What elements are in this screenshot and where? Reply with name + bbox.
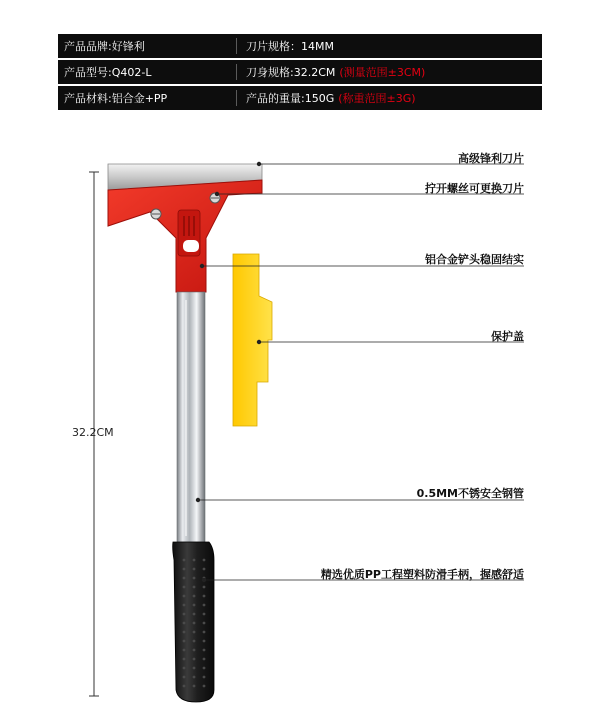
grip-dot [183,676,186,679]
callout-cover: 保护盖 [491,330,524,343]
grip-dot [193,676,196,679]
grip-dot [193,667,196,670]
spec-weight-note: (称重范围±3G) [338,92,416,105]
grip-dot [183,595,186,598]
grip-dot [183,667,186,670]
callout-anchor-dot [257,162,261,166]
grip-dot [193,568,196,571]
dimension-label: 32.2CM [72,426,114,439]
callout-blade: 高级锋利刀片 [458,152,524,165]
grip-dot [193,658,196,661]
spec-weight: 产品的重量:150G (称重范围±3G) [246,92,416,105]
callout-anchor-dot [200,264,204,268]
grip-dot [183,604,186,607]
grip-dot [203,667,206,670]
grip-dot [183,631,186,634]
grip-dot [193,631,196,634]
grip-dot [183,577,186,580]
grip-dot [183,559,186,562]
grip-dot [203,631,206,634]
grip-dot [193,685,196,688]
protective-cover [233,254,272,426]
grip-dot [203,640,206,643]
spec-length-note: (测量范围±3CM) [339,66,426,79]
callout-anchor-dot [202,578,206,582]
grip-dot [203,622,206,625]
grip-dot [183,568,186,571]
callout-steel-tube: 0.5MM不锈安全钢管 [416,487,524,500]
grip-dot [203,595,206,598]
grip-dot [193,622,196,625]
callout-aluminum-head: 铝合金铲头稳固结实 [425,253,524,266]
spec-blade-size: 刀片规格：14MM [246,40,334,53]
spec-model: 产品型号:Q402-L [64,66,152,79]
grip-dot [193,595,196,598]
callout-anchor-dot [257,340,261,344]
grip-dot [203,658,206,661]
grip-dot [183,586,186,589]
grip-dot [183,658,186,661]
callout-anchor-dot [215,192,219,196]
grip-dot [203,676,206,679]
grip-dot [203,649,206,652]
grip-dot [183,649,186,652]
grip-dot [183,685,186,688]
callout-grip: 精选优质PP工程塑料防滑手柄，握感舒适 [320,568,524,581]
grip-dot [203,613,206,616]
spec-material: 产品材料:铝合金+PP [64,92,168,105]
callout-replace-blade: 拧开螺丝可更换刀片 [425,182,524,195]
grip-dot [203,568,206,571]
callout-anchor-dot [196,498,200,502]
grip-dot [193,640,196,643]
grip-dot [193,577,196,580]
grip-dot [203,604,206,607]
spec-length: 刀身规格:32.2CM (测量范围±3CM) [246,66,426,79]
grip-dot [193,613,196,616]
grip-dot [193,586,196,589]
grip-dot [183,640,186,643]
grip-dot [193,649,196,652]
steel-tube [177,292,205,542]
grip-dot [203,559,206,562]
grip-dot [183,622,186,625]
grip-dot [183,613,186,616]
grip-dot [203,685,206,688]
grip-dot [193,559,196,562]
grip-dot [193,604,196,607]
grip-dot [203,586,206,589]
spec-brand: 产品品牌:好锋利 [64,40,145,53]
